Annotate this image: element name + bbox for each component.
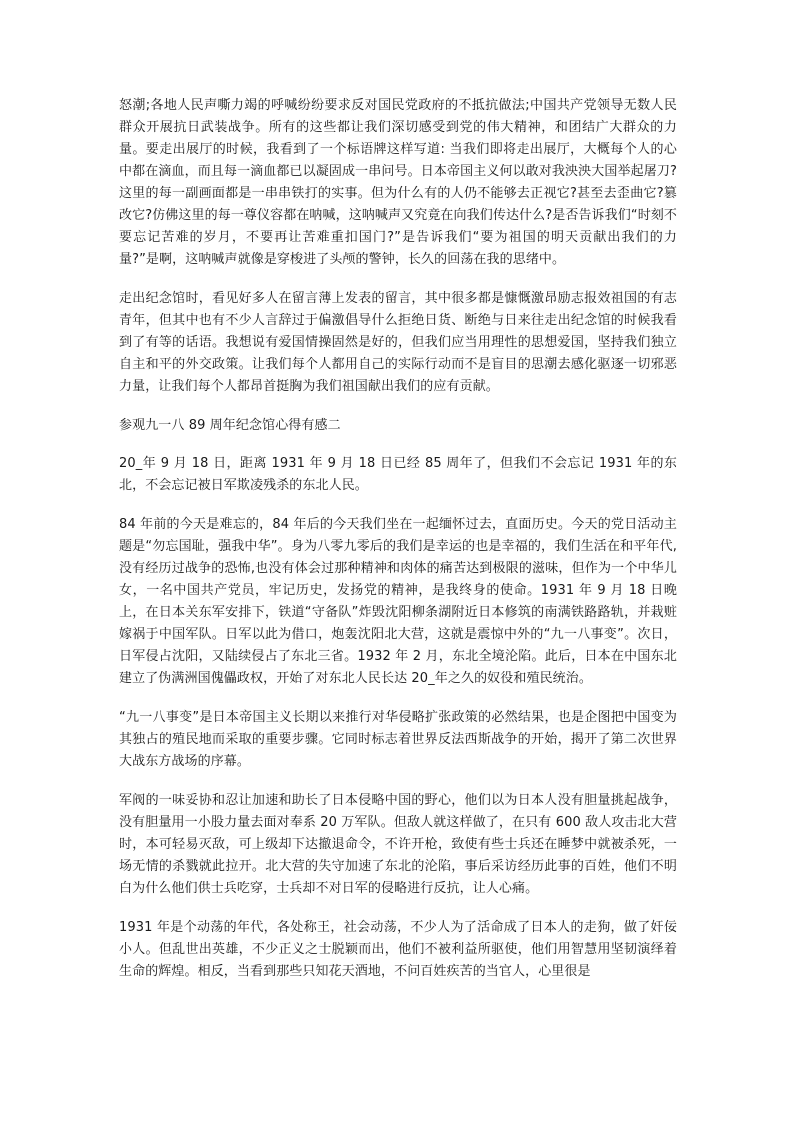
paragraph-anniversary: 20_年 9 月 18 日，距离 1931 年 9 月 18 日已经 85 周年了，但我们不会忘记 1931 年的东北，不会忘记被日军欺凌残杀的东北人民。: [119, 456, 677, 493]
paragraph-1931-era: 1931 年是个动荡的年代，各处称王，社会动荡，不少人为了活命成了日本人的走狗，做了奸佞小人。但乱世出英雄，不少正义之士脱颖而出，他们不被利益所驱使，他们用智慧用坚韧演绎着生命的辉煌。相反，当看到那些只知花天酒地，不问百姓疾苦的当官人，心里很是: [119, 920, 677, 979]
paragraph-continuation: 怒潮;各地人民声嘶力竭的呼喊纷纷要求反对国民党政府的不抵抗做法;中国共产党领导无数人民群众开展抗日武装战争。所有的这些都让我们深切感受到党的伟大精神，和团结广大群众的力量。要走出展厅的时候，我看到了一个标语牌这样写道: 当我们即将走出展厅，大概每个人的心中都在滴血，而且每一滴血都已以凝固成一串问号。日本帝国主义何以敢对我泱泱大国举起屠刀?这里的每一副画面都是一串串铁打的实事。但为什么有的人仍不能够去正视它?甚至去歪曲它?篡改它?仿佛这里的每一尊仪容都在呐喊，这呐喊声又究竟在向我们传达什么?是否告诉我们“时刻不要忘记苦难的岁月，不要再让苦难重扣国门?”是告诉我们“要为祖国的明天贡献出我们的力量?”是啊，这呐喊声就像是穿梭进了头颅的警钟，长久的回荡在我的思绪中。: [119, 98, 677, 267]
document-body: [119, 95, 677, 1000]
paragraph-warlord-compromise: 军阀的一味妥协和忍让加速和助长了日本侵略中国的野心，他们以为日本人没有胆量挑起战争，没有胆量用一小股力量去面对奉系 20 万军队。但敌人就这样做了，在只有 600 敌人攻击北大营时，本可轻易灭敌，可上级却下达撤退命令，不许开枪，致使有些士兵还在睡梦中就被杀死，一场无情的杀戮就此拉开。北大营的失守加速了东北的沦陷，事后采访经历此事的百姓，他们不明白为什么他们供士兵吃穿，士兵却不对日军的侵略进行反抗，让人心痛。: [119, 793, 677, 896]
paragraph-leaving-memorial: 走出纪念馆时，看见好多人在留言薄上发表的留言，其中很多都是慷慨激昂励志报效祖国的有志青年，但其中也有不少人言辞过于偏激倡导什么拒绝日货、断绝与日来往走出纪念馆的时候我看到了有等的话语。我想说有爱国情操固然是好的，但我们应当用理性的思想爱国，坚持我们独立自主和平的外交政策。让我们每个人都用自己的实际行动而不是盲目的思潮去感化驱逐一切邪恶力量，让我们每个人都昂首挺胸为我们祖国献出我们的应有贡献。: [119, 291, 677, 394]
section-title: 参观九一八 89 周年纪念馆心得有感二: [119, 418, 341, 433]
paragraph-incident-meaning: “九一八事变”是日本帝国主义长期以来推行对华侵略扩张政策的必然结果，也是企图把中国变为其独占的殖民地而采取的重要步骤。它同时标志着世界反法西斯战争的开始，揭开了第二次世界大战东方战场的序幕。: [119, 710, 677, 769]
paragraph-party-day: 84 年前的今天是难忘的，84 年后的今天我们坐在一起缅怀过去，直面历史。今天的党日活动主题是“勿忘国耻，强我中华”。身为八零九零后的我们是幸运的也是幸福的，我们生活在和平年代,没有经历过战争的恐怖,也没有体会过那种精神和肉体的痛苦达到极限的滋味，但作为一个中华儿女，一名中国共产党员，牢记历史，发扬党的精神，是我终身的使命。1931 年 9 月 18 日晚上，在日本关东军安排下，铁道“守备队”炸毁沈阳柳条湖附近日本修筑的南满铁路路轨，并栽赃嫁祸于中国军队。日军以此为借口，炮轰沈阳北大营，这就是震惊中外的“九一八事变”。次日，日军侵占沈阳，又陆续侵占了东北三省。1932 年 2 月，东北全境沦陷。此后，日本在中国东北建立了伪满洲国傀儡政权，开始了对东北人民长达 20_年之久的奴役和殖民统治。: [119, 517, 677, 686]
